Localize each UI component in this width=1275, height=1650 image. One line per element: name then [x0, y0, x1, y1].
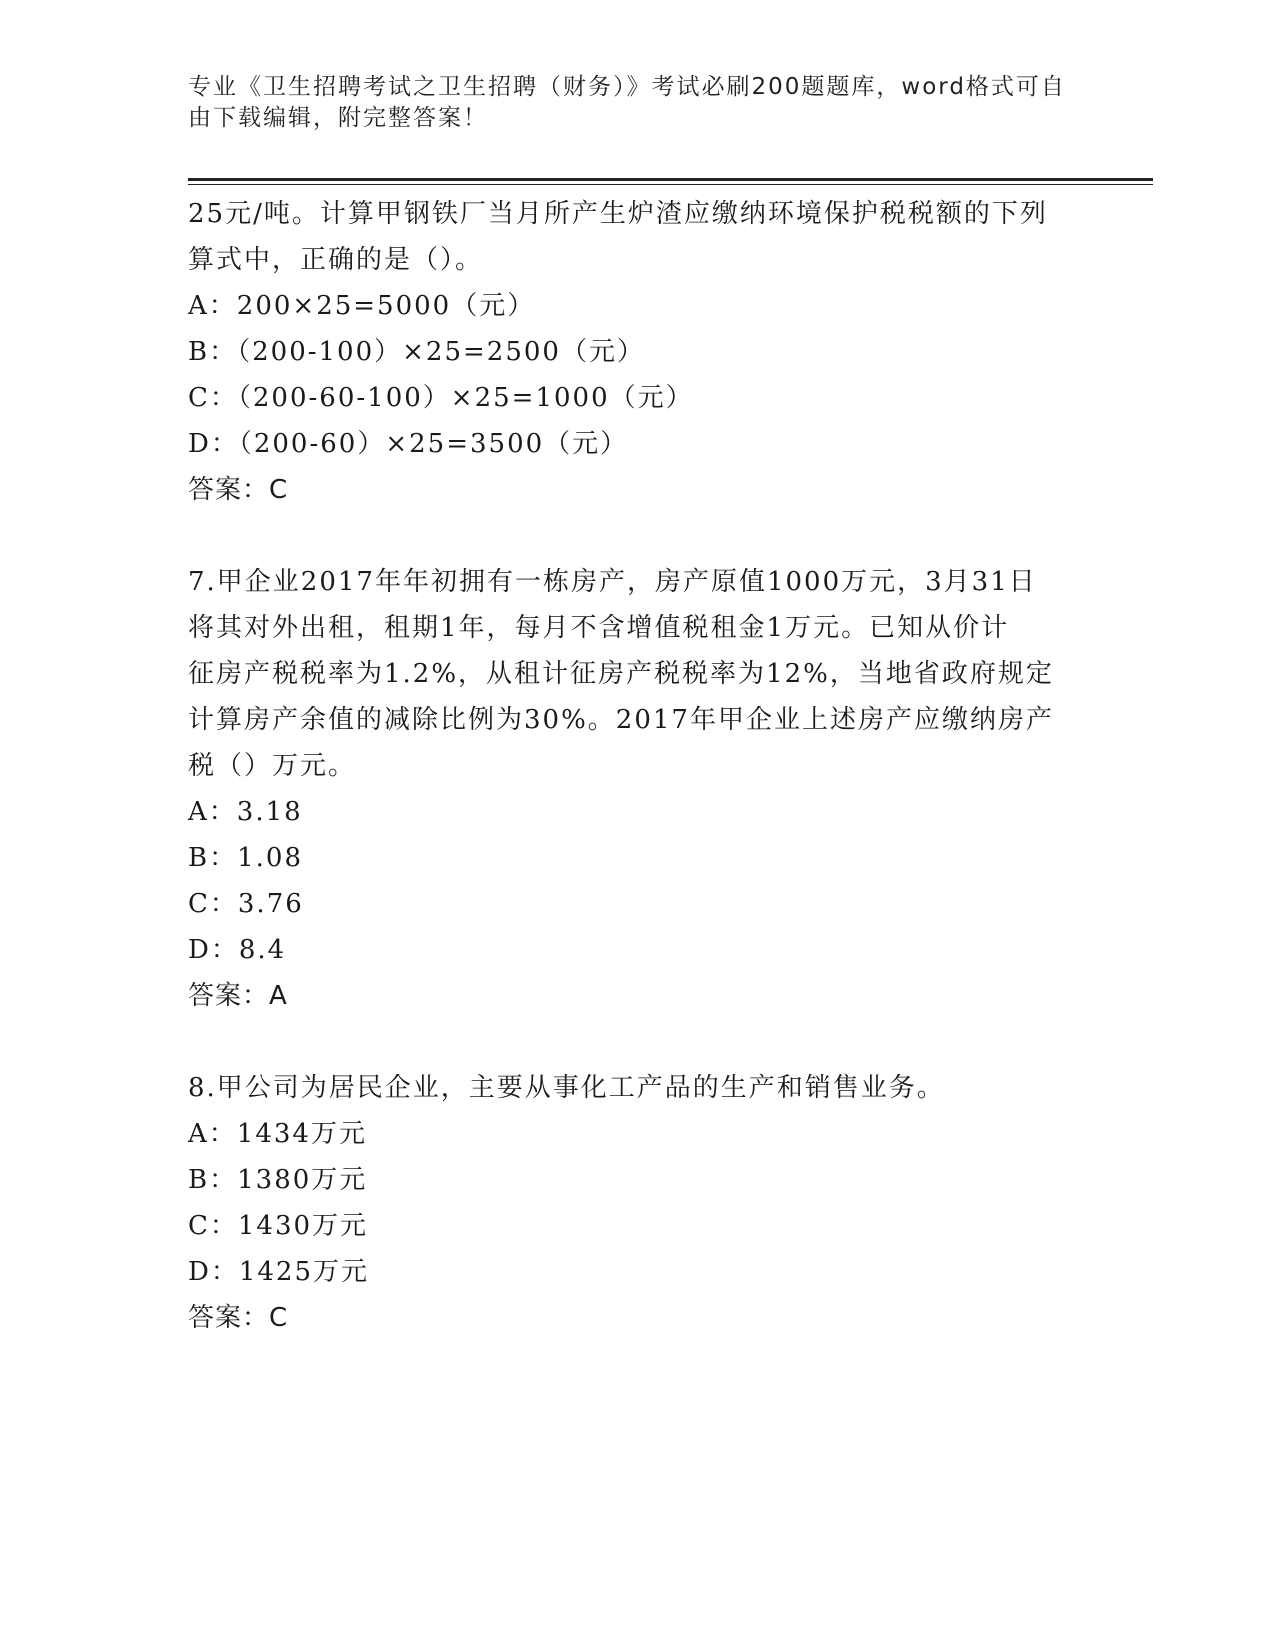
question-text-line: 7.甲企业2017年年初拥有一栋房产，房产原值1000万元，3月31日 [188, 567, 1037, 597]
question-text-line: 征房产税税率为1.2%，从租计征房产税税率为12%，当地省政府规定 [188, 659, 1054, 689]
option-c: C：（200-60-100）×25=1000（元） [188, 383, 694, 413]
header-rule-thick [188, 178, 1153, 181]
option-b: B：（200-100）×25=2500（元） [188, 337, 645, 367]
option-b: B：1.08 [188, 843, 303, 873]
option-d: D：1425万元 [188, 1257, 370, 1287]
option-a: A：200×25=5000（元） [188, 291, 536, 321]
option-d: D：8.4 [188, 935, 287, 965]
question-text-line: 8.甲公司为居民企业，主要从事化工产品的生产和销售业务。 [188, 1073, 945, 1103]
option-a: A：3.18 [188, 797, 303, 827]
spacer [188, 513, 1088, 559]
option-c: C：3.76 [188, 889, 304, 919]
question-text-line: 算式中，正确的是（）。 [188, 245, 484, 275]
document-body [188, 191, 1088, 1341]
question-text-line: 税（）万元。 [188, 751, 357, 781]
answer-line: 答案：C [188, 475, 289, 505]
option-c: C：1430万元 [188, 1211, 369, 1241]
header-line-2: 由下载编辑，附完整答案！ [188, 105, 488, 131]
document-header [188, 72, 1068, 134]
option-a: A：1434万元 [188, 1119, 367, 1149]
question-text-line: 25元/吨。计算甲钢铁厂当月所产生炉渣应缴纳环境保护税税额的下列 [188, 199, 1048, 229]
answer-line: 答案：A [188, 981, 288, 1011]
spacer [188, 1019, 1088, 1065]
option-d: D：（200-60）×25=3500（元） [188, 429, 629, 459]
option-b: B：1380万元 [188, 1165, 368, 1195]
question-text-line: 将其对外出租，租期1年，每月不含增值税租金1万元。已知从价计 [188, 613, 1010, 643]
header-line-1: 专业《卫生招聘考试之卫生招聘（财务）》考试必刷200题题库，word格式可自 [188, 74, 1066, 100]
answer-line: 答案：C [188, 1303, 289, 1333]
question-8 [188, 1065, 1088, 1341]
question-6 [188, 191, 1088, 513]
question-7 [188, 559, 1088, 1019]
question-text-line: 计算房产余值的减除比例为30%。2017年甲企业上述房产应缴纳房产 [188, 705, 1054, 735]
header-rule-thin [188, 184, 1153, 185]
